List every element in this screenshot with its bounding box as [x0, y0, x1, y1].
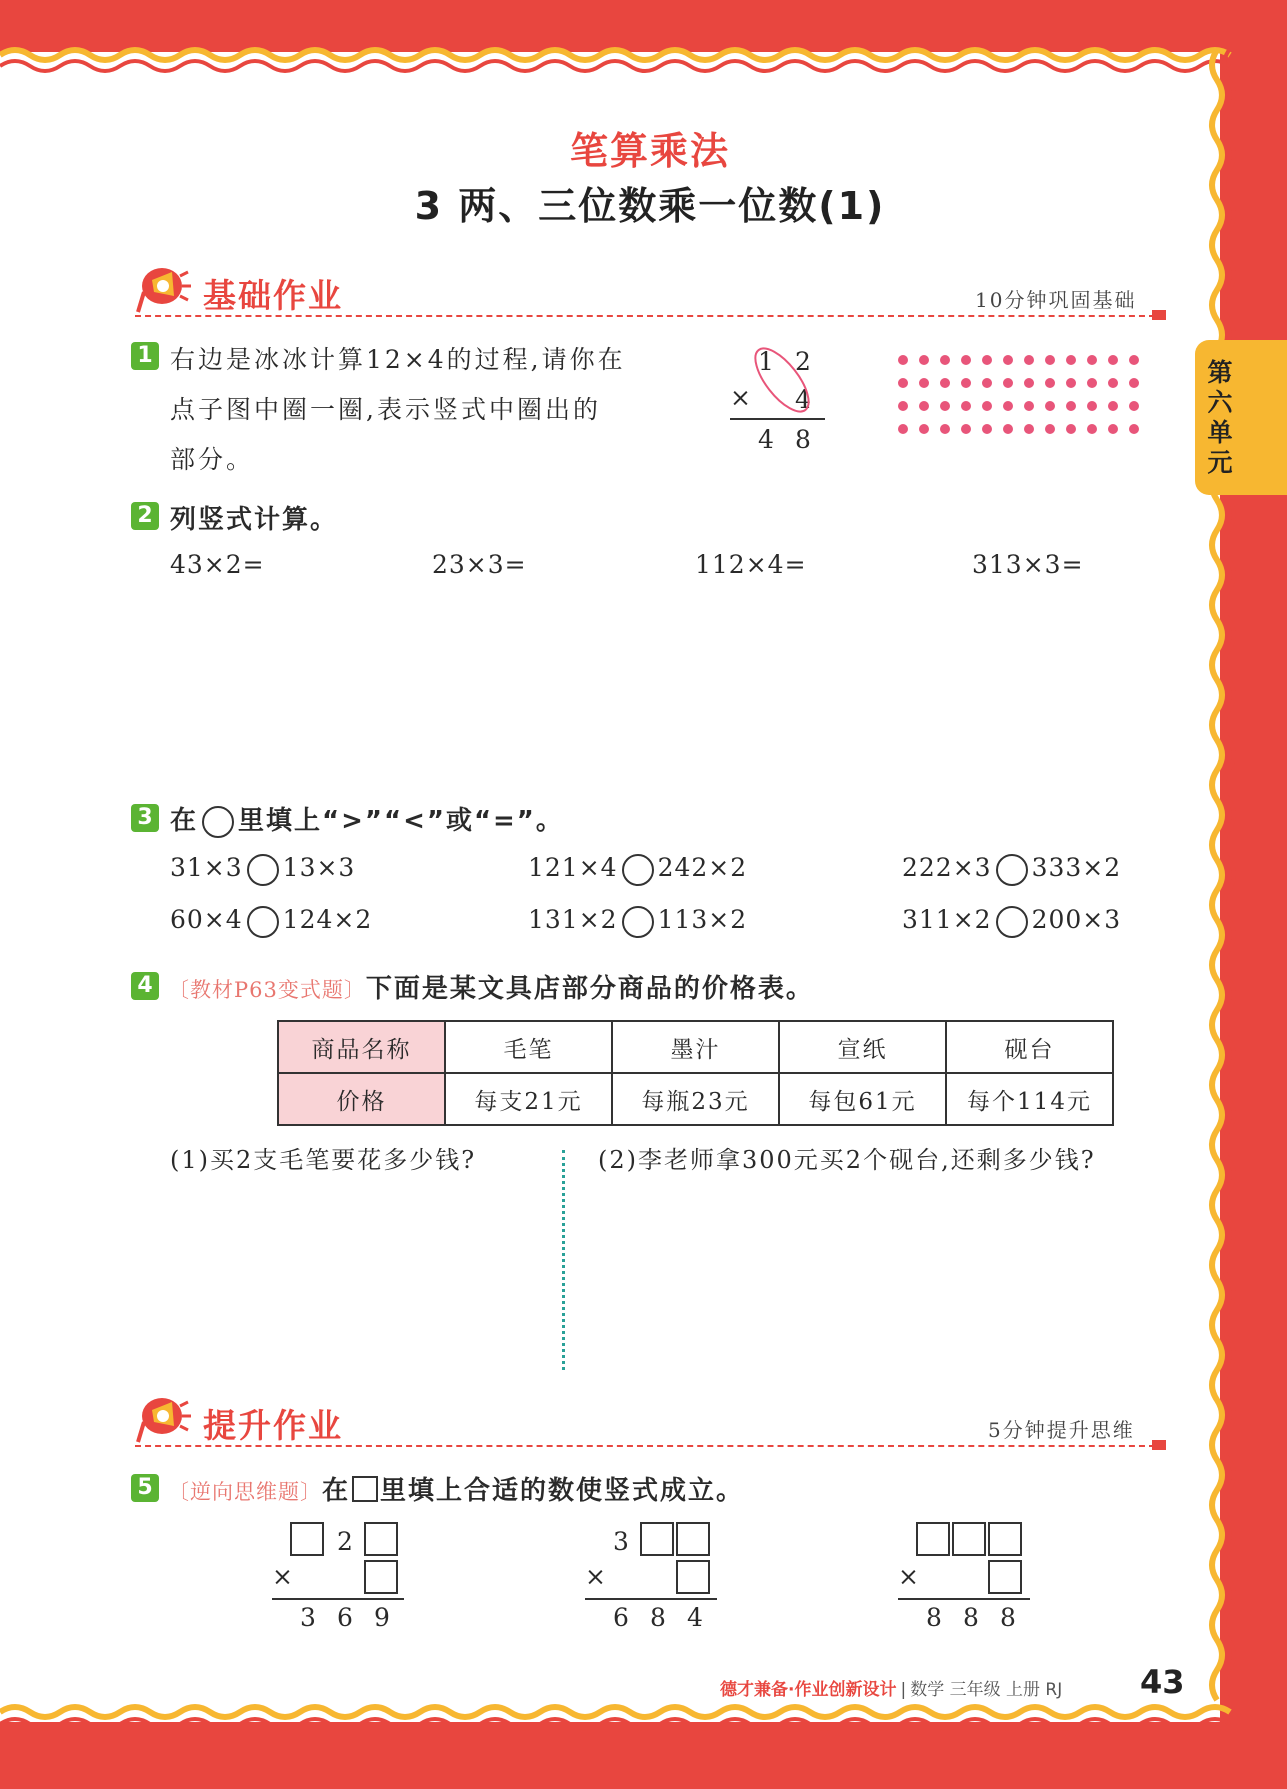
q5-p1-box-multiplier[interactable] [364, 1560, 398, 1594]
dot[interactable] [1003, 401, 1013, 411]
q5-box-sample [352, 1476, 378, 1502]
dot[interactable] [919, 355, 929, 365]
dot[interactable] [898, 355, 908, 365]
dot[interactable] [1087, 401, 1097, 411]
dot[interactable] [940, 378, 950, 388]
footer-sep: | [900, 1680, 907, 1700]
q5-p3-op: × [898, 1562, 919, 1591]
dot[interactable] [919, 378, 929, 388]
q5-p1-line [272, 1598, 404, 1600]
q3-answer-circle-6[interactable] [996, 906, 1028, 938]
q5-p1-op: × [272, 1562, 293, 1591]
q3-item-3-right: 333×2 [1031, 853, 1122, 882]
q3-item-6-left: 311×2 [902, 905, 992, 934]
q3-item-5-left: 131×2 [528, 905, 618, 934]
q4-sub1: (1)买2支毛笔要花多少钱? [170, 1146, 477, 1174]
q5-p2-box-tens[interactable] [640, 1522, 674, 1556]
top-wave-border [0, 40, 1240, 80]
q3-item-4 [170, 905, 372, 938]
basic-section-divider [135, 315, 1155, 317]
q2-text: 列竖式计算。 [170, 505, 339, 535]
dot[interactable] [1108, 355, 1118, 365]
dot[interactable] [1066, 378, 1076, 388]
q1-v-op: × [730, 383, 751, 412]
q3-number: 3 [131, 804, 159, 832]
q3-item-2-left: 121×4 [528, 853, 618, 882]
dot[interactable] [898, 424, 908, 434]
q3-text [170, 800, 564, 838]
q5-number: 5 [131, 1474, 159, 1502]
price-table-item-1: 毛笔 [445, 1021, 612, 1073]
q3-item-1-right: 13×3 [282, 853, 356, 882]
q3-item-4-left: 60×4 [170, 905, 243, 934]
q3-item-3-left: 222×3 [902, 853, 992, 882]
dot[interactable] [1087, 378, 1097, 388]
q2-item-4: 313×3= [972, 550, 1084, 579]
q1-v-a2: 2 [795, 347, 811, 376]
dot[interactable] [1045, 401, 1055, 411]
dot[interactable] [1003, 424, 1013, 434]
dot[interactable] [940, 401, 950, 411]
dot[interactable] [1087, 424, 1097, 434]
price-table-item-4: 砚台 [946, 1021, 1113, 1073]
q5-p1-box-hundreds[interactable] [290, 1522, 324, 1556]
q5-p2-r2: 8 [650, 1603, 666, 1632]
q5-text-b: 里填上合适的数使竖式成立。 [380, 1476, 745, 1506]
dot[interactable] [982, 355, 992, 365]
dot[interactable] [898, 378, 908, 388]
advanced-section-divider [135, 1445, 1155, 1447]
q5-p2-box-multiplier[interactable] [676, 1560, 710, 1594]
q3-answer-circle-5[interactable] [622, 906, 654, 938]
q5-p2-digit-hundreds: 3 [613, 1527, 629, 1556]
q5-p2-r1: 6 [613, 1603, 629, 1632]
q3-answer-circle-4[interactable] [247, 906, 279, 938]
q3-item-2-right: 242×2 [657, 853, 748, 882]
dot[interactable] [982, 401, 992, 411]
topic-title: 笔算乘法 [569, 129, 730, 173]
dot[interactable] [1024, 378, 1034, 388]
q3-answer-circle-2[interactable] [622, 854, 654, 886]
price-table-price-3: 每包61元 [779, 1073, 946, 1125]
lamp-icon [130, 262, 192, 314]
q3-text-a: 在 [170, 806, 199, 836]
q4-number: 4 [131, 972, 159, 1000]
q3-item-4-right: 124×2 [282, 905, 373, 934]
price-table-header-label: 商品名称 [278, 1021, 445, 1073]
q3-item-5-right: 113×2 [657, 905, 748, 934]
q5-p3-r3: 8 [1000, 1603, 1016, 1632]
unit-side-tab [1195, 340, 1287, 495]
q1-v-r2: 8 [795, 425, 811, 454]
q1-dot-grid[interactable] [895, 352, 1145, 442]
q5-heading [168, 1470, 744, 1507]
q5-p2-line [585, 1598, 717, 1600]
q5-p3-r2: 8 [963, 1603, 979, 1632]
price-table-item-3: 宣纸 [779, 1021, 946, 1073]
dot[interactable] [1066, 424, 1076, 434]
dot[interactable] [1024, 401, 1034, 411]
q3-item-3 [902, 853, 1121, 886]
dot[interactable] [1045, 378, 1055, 388]
q4-heading [168, 968, 814, 1005]
advanced-section-title: 提升作业 [203, 1406, 343, 1445]
dot[interactable] [940, 424, 950, 434]
price-table-item-2: 墨汁 [612, 1021, 779, 1073]
price-table-row-items [278, 1021, 1113, 1073]
q5-text-a: 在 [322, 1476, 351, 1506]
price-table-row-prices [278, 1073, 1113, 1125]
q1-v-b: 4 [795, 385, 811, 414]
dot[interactable] [940, 355, 950, 365]
dot[interactable] [1108, 401, 1118, 411]
q4-tag: 〔教材P63变式题〕 [168, 978, 366, 1002]
dot[interactable] [982, 378, 992, 388]
dot[interactable] [982, 424, 992, 434]
dot[interactable] [961, 401, 971, 411]
q3-circle-sample [202, 806, 234, 838]
advanced-section-note: 5分钟提升思维 [988, 1418, 1135, 1442]
q2-item-2: 23×3= [432, 550, 527, 579]
divider-end-marker-2 [1152, 1440, 1166, 1450]
q5-p1-r2: 6 [337, 1603, 353, 1632]
q1-line2: 点子图中圈一圈,表示竖式中圈出的 [170, 395, 601, 424]
lesson-title: 3 两、三位数乘一位数(1) [414, 184, 886, 228]
unit-side-tab-label: 第六单元 [1207, 358, 1233, 477]
dot[interactable] [1045, 424, 1055, 434]
dot[interactable] [1024, 355, 1034, 365]
q1-line3: 部分。 [170, 445, 255, 474]
q3-answer-circle-1[interactable] [247, 854, 279, 886]
q5-p2-box-ones[interactable] [676, 1522, 710, 1556]
bottom-wave-border [0, 1700, 1240, 1740]
price-table-price-1: 每支21元 [445, 1073, 612, 1125]
q4-sub2: (2)李老师拿300元买2个砚台,还剩多少钱? [598, 1146, 1096, 1174]
dot[interactable] [1087, 355, 1097, 365]
q2-number: 2 [131, 502, 159, 530]
price-table-price-label: 价格 [278, 1073, 445, 1125]
q5-p3-box-multiplier[interactable] [988, 1560, 1022, 1594]
q5-p2-r3: 4 [687, 1603, 703, 1632]
dot[interactable] [898, 401, 908, 411]
q2-item-3: 112×4= [695, 550, 807, 579]
price-table-price-4: 每个114元 [946, 1073, 1113, 1125]
q5-p3-box-hundreds[interactable] [916, 1522, 950, 1556]
lamp-icon-2 [130, 1392, 192, 1444]
footer [720, 1675, 1062, 1700]
footer-subject: 数学 三年级 上册 RJ [910, 1680, 1063, 1700]
dot[interactable] [1045, 355, 1055, 365]
q5-p1-r1: 3 [300, 1603, 316, 1632]
q3-text-b: 里填上“>”“<”或“=”。 [238, 806, 564, 836]
q1-line1: 右边是冰冰计算12×4的过程,请你在 [170, 345, 626, 374]
q3-item-6-right: 200×3 [1031, 905, 1122, 934]
q4-answer-divider [562, 1150, 565, 1370]
dot[interactable] [1024, 424, 1034, 434]
q5-p3-r1: 8 [926, 1603, 942, 1632]
q3-item-5 [528, 905, 747, 938]
q5-p1-r3: 9 [374, 1603, 390, 1632]
price-table-price-2: 每瓶23元 [612, 1073, 779, 1125]
dot[interactable] [1003, 378, 1013, 388]
dot[interactable] [1066, 401, 1076, 411]
dot[interactable] [1108, 378, 1118, 388]
q5-p3-line [898, 1598, 1030, 1600]
dot[interactable] [1129, 378, 1139, 388]
q2-item-1: 43×2= [170, 550, 265, 579]
q5-p1-digit-tens: 2 [337, 1527, 353, 1556]
dot[interactable] [1003, 355, 1013, 365]
q3-answer-circle-3[interactable] [996, 854, 1028, 886]
footer-brand: 德才兼备·作业创新设计 [720, 1680, 897, 1700]
dot[interactable] [961, 355, 971, 365]
q4-text: 下面是某文具店部分商品的价格表。 [365, 974, 814, 1004]
dot[interactable] [961, 424, 971, 434]
divider-end-marker [1152, 310, 1166, 320]
q5-p3-box-tens[interactable] [952, 1522, 986, 1556]
q5-p2-op: × [585, 1562, 606, 1591]
q1-v-a1: 1 [758, 347, 774, 376]
q3-item-1 [170, 853, 355, 886]
basic-section-title: 基础作业 [203, 276, 343, 315]
dot[interactable] [1066, 355, 1076, 365]
dot[interactable] [919, 401, 929, 411]
q5-p3-box-ones[interactable] [988, 1522, 1022, 1556]
price-table [277, 1020, 1114, 1126]
basic-section-note: 10分钟巩固基础 [975, 288, 1137, 312]
q1-circle-mark [745, 340, 820, 420]
dot[interactable] [1129, 424, 1139, 434]
q1-number: 1 [131, 342, 159, 370]
right-wave-border [1205, 50, 1241, 1720]
dot[interactable] [1108, 424, 1118, 434]
dot[interactable] [1129, 355, 1139, 365]
q5-tag: 〔逆向思维题〕 [168, 1480, 322, 1504]
dot[interactable] [1129, 401, 1139, 411]
dot[interactable] [919, 424, 929, 434]
q3-item-2 [528, 853, 747, 886]
q3-item-1-left: 31×3 [170, 853, 243, 882]
page-number: 43 [1140, 1663, 1185, 1701]
q1-v-r1: 4 [758, 425, 774, 454]
q3-item-6 [902, 905, 1121, 938]
q5-p1-box-ones[interactable] [364, 1522, 398, 1556]
dot[interactable] [961, 378, 971, 388]
